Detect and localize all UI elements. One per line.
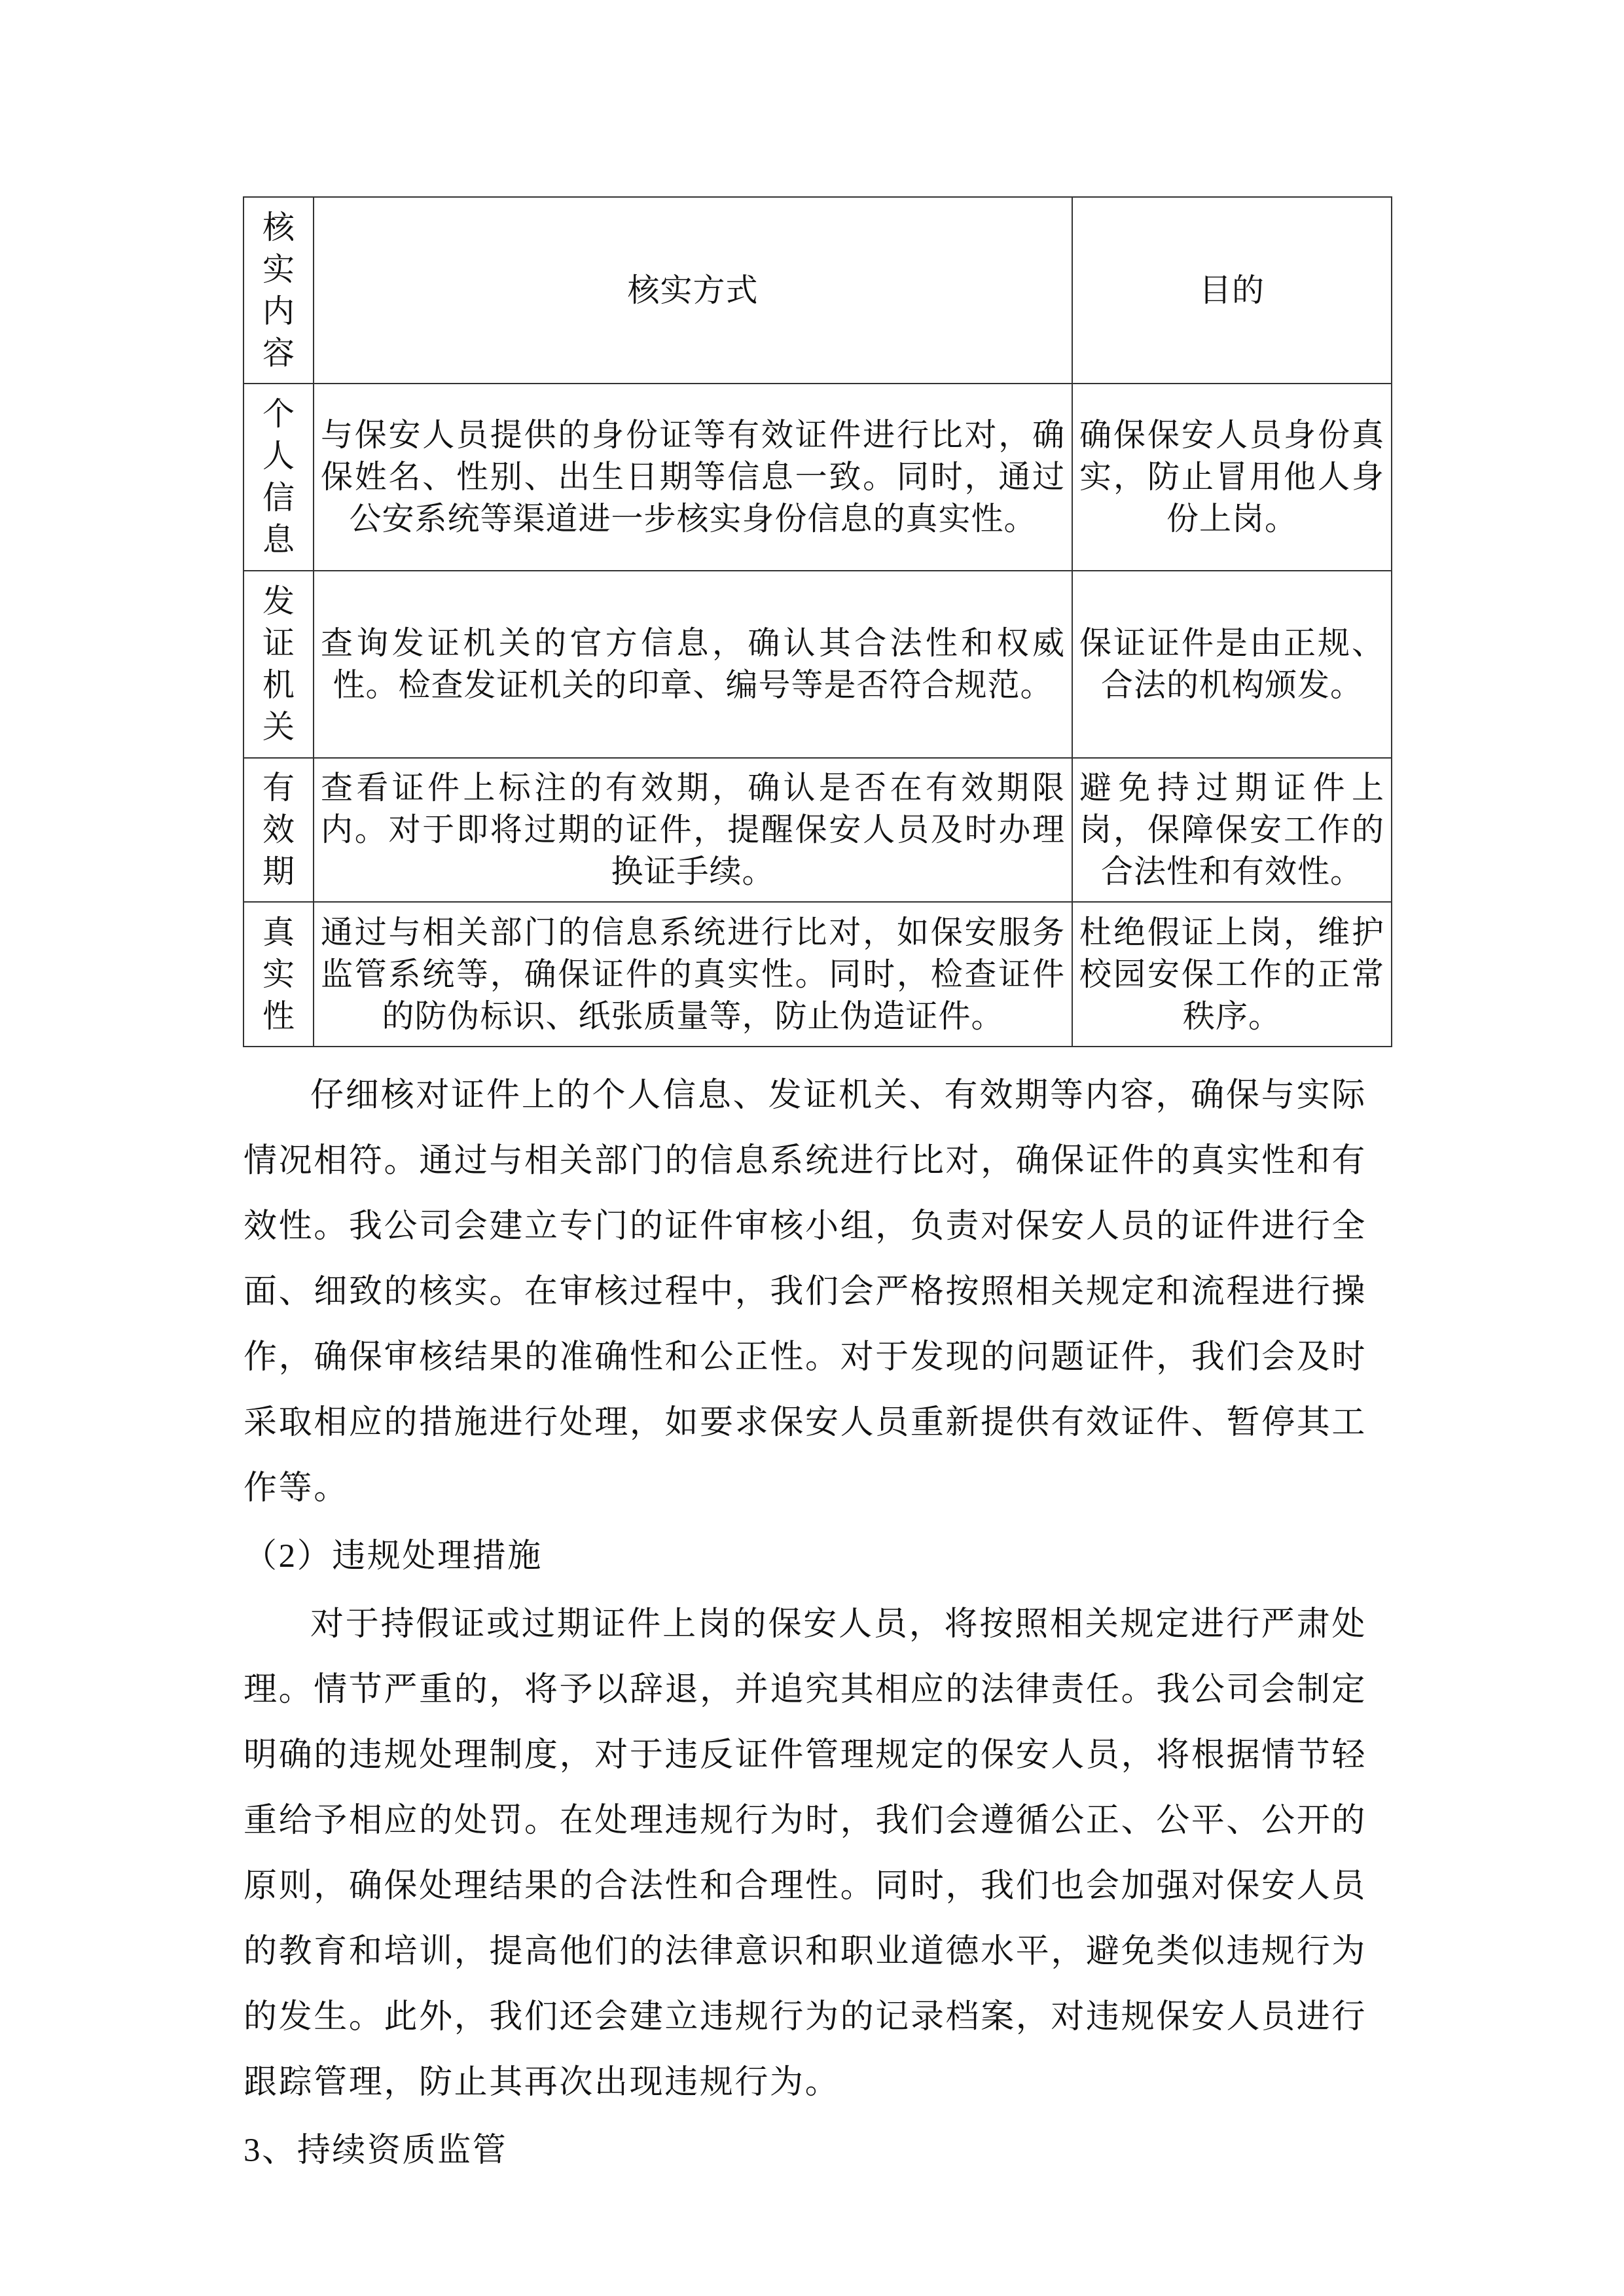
row-item-text: 个人信息 [262,396,296,558]
row-purpose: 避免持过期证件上岗，保障保安工作的合法性和有效性。 [1072,758,1392,902]
row-item-text: 有效期 [262,770,296,889]
paragraph-violation-handling: 对于持假证或过期证件上岗的保安人员，将按照相关规定进行严肃处理。情节严重的，将予以辞退，并追究其相应的法律责任。我公司会制定明确的违规处理制度，对于违反证件管理规定的保安人员，将根据情节轻重给予相应的处罚。在处理违规行为时，我们会遵循公正、公平、公开的原则，确保处理结果的合法性和合理性。同时，我们也会加强对保安人员的教育和培训，提高他们的法律意识和职业道德水平，避免类似违规行为的发生。此外，我们还会建立违规行为的记录档案，对违规保安人员进行跟踪管理，防止其再次出现违规行为。 [244,1606,1367,2101]
header-item-text: 核实内容 [262,209,296,371]
body-text [244,1063,1367,2183]
row-item [244,384,314,571]
row-purpose: 确保保安人员身份真实，防止冒用他人身份上岗。 [1072,384,1392,571]
table-row [244,902,1392,1047]
table-row [244,758,1392,902]
row-method: 与保安人员提供的身份证等有效证件进行比对，确保姓名、性别、出生日期等信息一致。同时，通过公安系统等渠道进一步核实身份信息的真实性。 [314,384,1072,571]
header-item [244,197,314,384]
row-item [244,758,314,902]
table-row [244,571,1392,758]
row-item-text: 发证机关 [262,583,296,745]
header-purpose: 目的 [1072,197,1392,384]
heading-violation-handling: （2）违规处理措施 [244,1538,543,1575]
row-item [244,902,314,1047]
table-row [244,384,1392,571]
row-method: 查看证件上标注的有效期，确认是否在有效期限内。对于即将过期的证件，提醒保安人员及时办理换证手续。 [314,758,1072,902]
paragraph-verification: 仔细核对证件上的个人信息、发证机关、有效期等内容，确保与实际情况相符。通过与相关部门的信息系统进行比对，确保证件的真实性和有效性。我公司会建立专门的证件审核小组，负责对保安人员的证件进行全面、细致的核实。在审核过程中，我们会严格按照相关规定和流程进行操作，确保审核结果的准确性和公正性。对于发现的问题证件，我们会及时采取相应的措施进行处理，如要求保安人员重新提供有效证件、暂停其工作等。 [244,1077,1367,1507]
row-item-text: 真实性 [262,914,296,1034]
row-method: 查询发证机关的官方信息，确认其合法性和权威性。检查发证机关的印章、编号等是否符合规范。 [314,571,1072,758]
row-method: 通过与相关部门的信息系统进行比对，如保安服务监管系统等，确保证件的真实性。同时，检查证件的防伪标识、纸张质量等，防止伪造证件。 [314,902,1072,1047]
row-purpose: 杜绝假证上岗，维护校园安保工作的正常秩序。 [1072,902,1392,1047]
row-purpose: 保证证件是由正规、合法的机构颁发。 [1072,571,1392,758]
table-header-row [244,197,1392,384]
heading-continuous-supervision: 3、持续资质监管 [244,2132,508,2169]
verification-table [243,196,1392,1047]
header-method: 核实方式 [314,197,1072,384]
row-item [244,571,314,758]
